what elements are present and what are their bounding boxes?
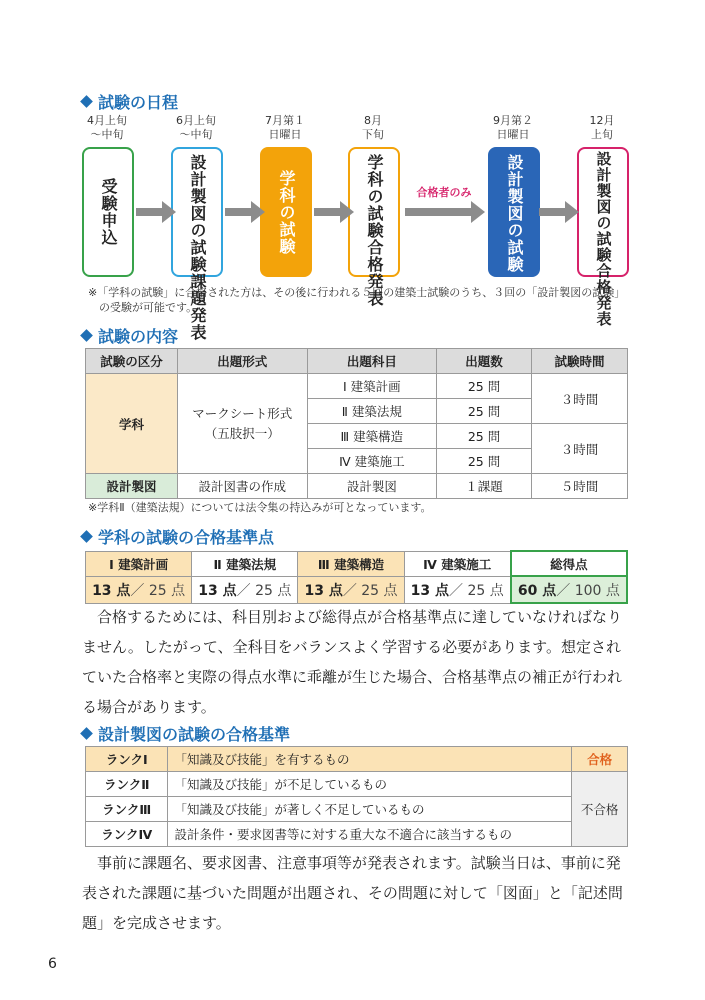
diamond-bullet-icon [80,329,93,342]
exam-content-table [85,348,628,499]
step-seizu-result-box [577,147,629,327]
count-cell: 25 問 [437,424,532,449]
step-gakka-exam-box [260,147,312,277]
timing-label: 12月 上旬 [589,114,615,141]
drafting-criteria-table [85,746,628,847]
seizu-category-cell: 設計製図 [86,474,178,499]
table-row [86,747,628,772]
count-cell: 25 問 [437,449,532,474]
schedule-section-title: 試験の日程 [82,90,178,113]
content-note: ※学科Ⅱ（建築法規）については法令集の持込みが可となっています。 [88,501,432,514]
subject-cell: Ⅰ 建築計画 [307,374,436,399]
diamond-bullet-icon [80,530,93,543]
subject-cell: 設計製図 [307,474,436,499]
drafting-criteria-section-title: 設計製図の試験の合格基準 [82,722,290,745]
passing-mark-paragraph: 合格するためには、科目別および総得点が合格基準点に達していなければなりません。したがって、全科目をバランスよく学習する必要があります。想定されていた合格率と実際の得点水準に乖離が生じた場合、合格基準点の補正が行われる場合があります。 [82,608,623,716]
table-row [86,797,628,822]
drafting-paragraph: 事前に課題名、要求図書、注意事項等が発表されます。試験当日は、事前に発表された課題に基づいた問題が出題され、その問題に対して「図面」と「記述問題」を完成させます。 [82,854,623,932]
table-header-cell: 試験の区分 [86,349,178,374]
table-row [86,576,628,603]
table-header-cell: Ⅲ 建築構造 [298,551,404,576]
step-task-announcement-box [171,147,223,341]
schedule-note: ※「学科の試験」に合格された方は、その後に行われる５回の建築士試験のうち、３回の「設計製図の試験」 の受験が可能です。 [88,286,626,314]
passing-mark-section-title: 学科の試験の合格基準点 [82,525,274,548]
rank-desc-cell: 「知識及び技能」を有するもの [168,747,572,772]
rank-cell: ランクⅡ [86,772,168,797]
passers-only-label: 合格者のみ [416,186,472,199]
step-label: 学科の試験合格発表 [365,154,384,307]
count-cell: 25 問 [437,399,532,424]
arrow-right-icon [312,200,356,224]
table-header-cell: 出題数 [437,349,532,374]
table-header-cell: Ⅱ 建築法規 [192,551,298,576]
diamond-bullet-icon [80,95,93,108]
total-score-cell: 60 点／ 100 点 [511,576,627,603]
table-header-cell: 総得点 [511,551,627,576]
seizu-format-cell: 設計図書の作成 [177,474,307,499]
gakka-category-cell: 学科 [86,374,178,474]
table-row [86,772,628,797]
time-cell: ５時間 [532,474,628,499]
step-label: 設計製図の試験 [505,154,524,273]
step-label: 設計製図の試験合格発表 [594,151,613,327]
page-number: 6 [48,956,57,972]
timing-label: 6月上旬 ～中旬 [176,114,216,141]
step-label: 受験申込 [99,178,118,246]
table-row [86,374,628,399]
subject-cell: Ⅳ 建築施工 [307,449,436,474]
rank-desc-cell: 設計条件・要求図書等に対する重大な不適合に該当するもの [168,822,572,847]
diamond-bullet-icon [80,727,93,740]
fail-cell: 不合格 [572,772,628,847]
time-cell: ３時間 [532,374,628,424]
step-seizu-exam-box [488,147,540,277]
table-header-cell: Ⅳ 建築施工 [404,551,511,576]
table-row [86,822,628,847]
arrow-right-icon [403,200,487,224]
content-section-title: 試験の内容 [82,324,178,347]
subject-cell: Ⅱ 建築法規 [307,399,436,424]
arrow-right-icon [223,200,267,224]
table-header-row [86,551,628,576]
rank-desc-cell: 「知識及び技能」が不足しているもの [168,772,572,797]
rank-cell: ランクⅢ [86,797,168,822]
score-cell: 13 点／ 25 点 [192,576,298,603]
count-cell: 25 問 [437,374,532,399]
arrow-right-icon [537,200,581,224]
subject-cell: Ⅲ 建築構造 [307,424,436,449]
table-header-cell: 出題形式 [177,349,307,374]
rank-cell: ランクⅣ [86,822,168,847]
count-cell: １課題 [437,474,532,499]
rank-desc-cell: 「知識及び技能」が著しく不足しているもの [168,797,572,822]
arrow-right-icon [134,200,178,224]
score-cell: 13 点／ 25 点 [86,576,192,603]
pass-cell: 合格 [572,747,628,772]
timing-label: 8月 下旬 [362,114,384,141]
rank-cell: ランクⅠ [86,747,168,772]
timing-label: 4月上旬 ～中旬 [87,114,127,141]
gakka-format-cell: マークシート形式 （五肢択一） [177,374,307,474]
table-header-row [86,349,628,374]
score-cell: 13 点／ 25 点 [404,576,511,603]
step-application-box [82,147,134,277]
table-header-cell: 出題科目 [307,349,436,374]
timing-label: 7月第１ 日曜日 [265,114,305,141]
passing-mark-table [85,550,628,604]
score-cell: 13 点／ 25 点 [298,576,404,603]
time-cell: ３時間 [532,424,628,474]
table-header-cell: 試験時間 [532,349,628,374]
table-row [86,474,628,499]
step-label: 設計製図の試験課題発表 [188,154,207,341]
timing-label: 9月第２ 日曜日 [493,114,533,141]
step-label: 学科の試験 [277,169,296,255]
table-header-cell: Ⅰ 建築計画 [86,551,192,576]
